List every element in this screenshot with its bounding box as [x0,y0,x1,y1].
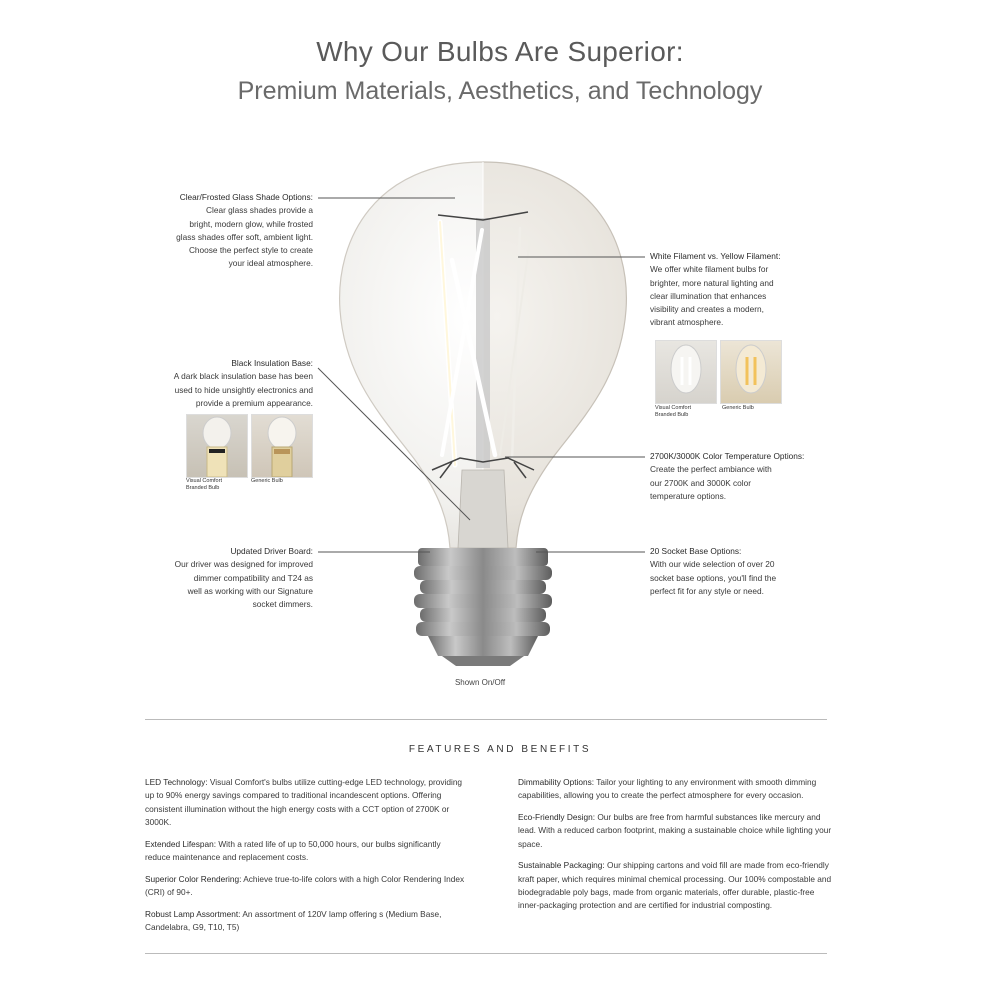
feature-text: Tailor your lighting to any environment with smooth dimming capabilities, allowing you to create the perfect atmosphere for every occasion. [518,777,817,801]
feature-item [518,811,836,851]
caption-line: Visual Comfort [655,405,691,411]
callout-glass [150,191,313,271]
callout-line: used to hide unsightly electronics and [174,384,313,395]
callout-line: provide a premium appearance. [195,397,313,408]
callout-line: Create the perfect ambiance with [650,464,772,475]
feature-item [145,838,465,865]
branded-bulb-photo [186,414,248,478]
callout-line: With our wide selection of over 20 [650,559,775,570]
callout-line: vibrant atmosphere. [650,317,724,328]
feature-name: Sustainable Packaging: [518,860,605,871]
page-title: Why Our Bulbs Are Superior: [316,36,684,67]
feature-name: Superior Color Rendering: [145,873,242,884]
callout-filament-title: White Filament vs. Yellow Filament: [650,251,781,261]
callout-base [150,357,313,410]
feature-name: Dimmability Options: [518,777,595,787]
callout-line: visibility and creates a modern, [650,304,764,315]
features-title: FEATURES AND BENEFITS [408,744,592,755]
feature-text: Our bulbs are free from harmful substances like mercury and lead. With a reduced carbon footprint, making a sustainable choice while lighting your space. [518,812,832,849]
callout-base-title: Black Insulation Base: [231,358,313,368]
caption-branded-right [655,405,717,419]
callout-socket [650,545,830,598]
feature-name: Extended Lifespan: [145,838,217,849]
callout-line: We offer white filament bulbs for [650,264,769,275]
features-left-column [145,776,465,943]
callout-line: bright, modern glow, while frosted [189,218,313,229]
features-right-column [518,776,836,921]
callout-socket-title: 20 Socket Base Options: [650,546,742,556]
feature-name: Eco-Friendly Design: [518,812,596,823]
feature-text: Achieve true-to-life colors with a high Color Rendering Index (CRI) of 90+. [145,873,465,898]
feature-text: With a rated life of up to 50,000 hours, our bulbs significantly reduce maintenance and replacement costs. [145,838,441,862]
generic-bulb-photo [251,414,313,478]
feature-name: Robust Lamp Assortment: [145,908,241,919]
callout-temperature-title: 2700K/3000K Color Temperature Options: [650,451,805,461]
callout-line: well as working with our Signature [187,585,313,596]
callout-line: our 2700K and 3000K color [650,477,752,488]
white-filament-photo [655,340,717,404]
callout-line: Clear glass shades provide a [206,205,313,216]
feature-item [518,776,836,803]
caption-generic-left: Generic Bulb [251,478,283,484]
callout-line: perfect fit for any style or need. [650,585,764,596]
feature-text: An assortment of 120V lamp offering s (Medium Base, Candelabra, G9, T10, T5) [145,908,442,933]
divider-bottom [145,953,827,954]
callout-line: brighter, more natural lighting and [650,277,774,288]
callout-driver [150,545,313,611]
divider-top [145,719,827,720]
feature-item [145,776,465,829]
caption-line: Visual Comfort [186,478,222,484]
callout-line: temperature options. [650,490,727,501]
callout-line: A dark black insulation base has been [173,371,313,382]
callout-line: socket base options, you'll find the [650,572,777,583]
callout-line: dimmer compatibility and T24 as [193,572,313,583]
callout-line: Our driver was designed for improved [174,559,313,570]
caption-generic-right: Generic Bulb [722,405,754,411]
screw-base [414,548,552,666]
callout-filament [650,250,830,330]
page-subtitle: Premium Materials, Aesthetics, and Technology [237,77,763,105]
caption-line: Branded Bulb [186,485,220,491]
yellow-filament-photo [720,340,782,404]
callout-line: socket dimmers. [252,599,313,610]
feature-name: LED Technology: [145,777,208,787]
callout-line: Choose the perfect style to create [188,245,313,256]
feature-item [518,859,836,912]
feature-item [145,873,465,900]
feature-text: Our shipping cartons and void fill are made from eco-friendly kraft paper, which requires minimal chemical processing. Our 100% compostable and biodegradable poly bags, made from organic materials, offer durable, plastic-free inner-packaging protection and are certified for industrial composting. [518,860,832,911]
callout-line: clear illumination that enhances [650,290,767,301]
shown-on-off-label: Shown On/Off [454,678,506,687]
callout-line: your ideal atmosphere. [228,258,313,269]
callout-driver-title: Updated Driver Board: [230,546,313,556]
feature-text: Visual Comfort's bulbs utilize cutting-edge LED technology, providing up to 90% energy savings compared to traditional incandescent options. Offering consistent illumination without the high energy costs with a CCT option of 2700K or 3000K. [145,777,463,827]
caption-line: Branded Bulb [655,412,689,418]
feature-item [145,908,465,935]
caption-branded-left [186,478,248,492]
callout-line: glass shades offer soft, ambient light. [176,231,313,242]
callout-glass-title: Clear/Frosted Glass Shade Options: [179,192,313,202]
callout-temperature [650,450,835,503]
